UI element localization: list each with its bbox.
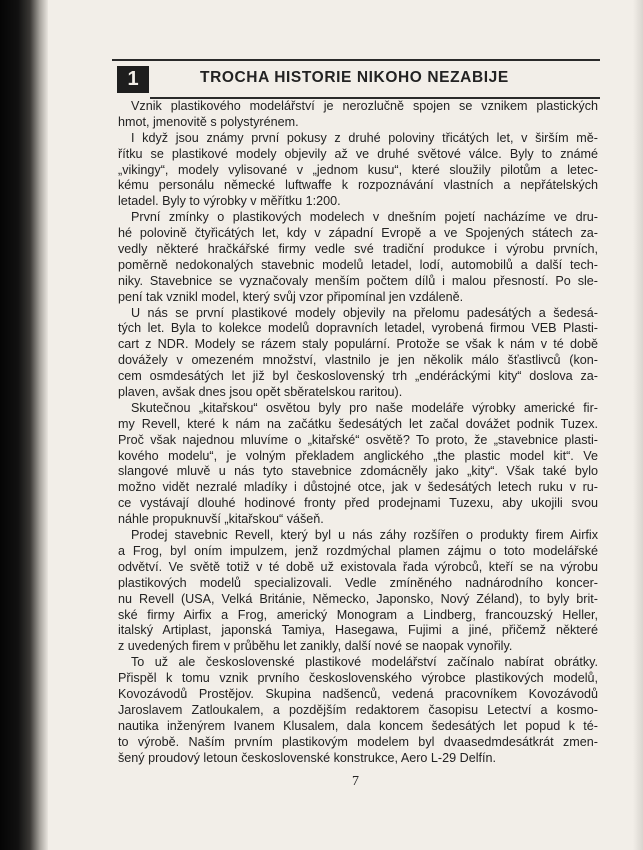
text-line: slangové mluvě u nás tyto stavebnice zdomácněly jako „kity“. Však také bylo [118, 464, 598, 479]
text-line: hé polovině čtyřicátých let, kdy v západní Evropě a ve Spojených státech za- [118, 226, 598, 241]
text-line: pení tak vznikl model, který svůj vzor připomínal jen vzdáleně. [118, 289, 464, 304]
text-line: odvětví. Ve světě totiž v té době už existovala řada výrobců, kteří se na výrobu [118, 559, 598, 574]
text-line: Vznik plastikového modelářství je nerozlučně spojen se vznikem plastických [131, 99, 598, 113]
text-line: plastikových modelů specializovali. Vedle zmíněného nadnárodního koncer- [118, 575, 598, 590]
text-line: Přispěl k tomu vznik prvního československého výrobce plastikových modelů, [118, 671, 598, 686]
text-line: U nás se první plastikové modely objevily na přelomu padesátých a šedesá- [131, 305, 598, 320]
text-line: Skutečnou „kitařskou“ osvětou byly pro naše modeláře výrobky americké fir- [131, 400, 598, 415]
text-line: my Revell, které k nám na začátku šedesátých let začal dovážet podnik Tuzex. [118, 416, 598, 431]
text-line: Jaroslavem Zatloukalem, a pozdějším redaktorem časopisu Letectví a kosmo- [118, 702, 598, 717]
text-line: tých let. Byla to kolekce modelů dopravních letadel, vyrobená firmou VEB Plasti- [118, 321, 598, 336]
text-line: to výrobě. Naším prvním plastikovým modelem byl dvaasedmdesátkrát zmen- [118, 734, 598, 749]
text-line: I když jsou známy první pokusy z druhé poloviny třicátých let, v širším mě- [131, 130, 598, 145]
text-line: italský Artiplast, japonská Tamiya, Hasegawa, Fujimi a jiné, přičemž některé [118, 623, 598, 638]
text-line: Proč však najednou mluvíme o „kitařské“ osvětě? To proto, že „stavebnice plasti- [118, 432, 598, 447]
text-line: To už ale československé plastikové modelářství začínalo nabírat obrátky. [131, 655, 598, 670]
text-line: možno vidět nezralé mladíky i důstojné otce, jak v šedesátých letech ruku v ru- [118, 480, 598, 495]
text-line: z uvedených firem v průběhu let zanikly, další nové se naopak vynořily. [118, 639, 513, 654]
top-rule [112, 59, 600, 61]
text-line: „vikingy“, modely vylisované v „jednom kusu“, které sloužily pilotům a letec- [118, 162, 598, 177]
text-line: nautika inženýrem Ivanem Klusalem, dala koncem šedesátých let popud k té- [118, 718, 598, 733]
text-line: šený proudový letoun československé konstrukce, Aero L-29 Delfín. [118, 750, 497, 765]
text-line: vedly některé hračkářské firmy vedle své tradiční produkce i výrobu prvních, [118, 242, 598, 257]
text-line: hmot, jmenovitě s polystyrénem. [118, 114, 299, 129]
text-line: cart z NDR. Modely se rázem staly populární. Protože se však k nám v té době [118, 337, 598, 352]
text-line: náhle propuknuvší „kitařskou“ vášeň. [118, 512, 324, 527]
book-gutter-shadow [0, 0, 48, 850]
text-line: a Frog, byl oním impulzem, jenž rozdmýchal plamen zájmu o toto modelářské [118, 543, 598, 558]
text-line: ce vystávají dlouhé hodinové fronty před prodejnami Tuzexu, aby ukojili svou [118, 496, 598, 511]
text-line: kového modelu“, je volným překladem anglického „the plastic model kit“. Ve [118, 448, 598, 463]
text-line: kému personálu německé luftwaffe k rozpoznávání vlastních a nepřátelských [118, 178, 598, 193]
text-line: plaven, avšak dnes jsou opět sběratelskou raritou). [118, 385, 403, 400]
text-line: nu Revell (USA, Velká Británie, Německo, Japonsko, Nový Zéland), to byly brit- [118, 591, 598, 606]
text-line: Kovozávodů Prostějov. Skupina nadšenců, vedená pracovníkem Kovozávodů [118, 686, 598, 701]
text-line: ské firmy Airfix a Frog, americký Monogram a Lindberg, francouzský Heller, [118, 607, 598, 622]
chapter-number: 1 [117, 66, 149, 93]
text-line: První zmínky o plastikových modelech v dnešním pojetí nacházíme ve dru- [131, 210, 598, 225]
text-line: niky. Stavebnice se vyznačovaly menším počtem dílů i malou přesností. Po sle- [118, 273, 598, 288]
text-line: cem osmdesátých let již byl československý trh „endéráckými kity“ doslova za- [118, 369, 598, 384]
body-text [118, 99, 598, 766]
text-line: Prodej stavebnic Revell, který byl u nás záhy rozšířen o produkty firem Airfix [131, 528, 598, 543]
text-line: řítku se plastikové modely objevily až ve druhé světové válce. Byly to známé [118, 146, 598, 161]
text-line: poměrně nedokonalých stavebnic modelů letadel, lodí, automobilů a další tech- [118, 257, 598, 272]
page-edge-shadow [633, 0, 643, 850]
page-number: 7 [352, 774, 359, 789]
chapter-title: TROCHA HISTORIE NIKOHO NEZABIJE [200, 69, 509, 86]
text-line: dovážely v omezeném množství, vlastnilo je jen několik málo šťastlivců (kon- [118, 353, 598, 368]
text-line: letadel. Byly to výrobky v měřítku 1:200. [118, 194, 341, 209]
